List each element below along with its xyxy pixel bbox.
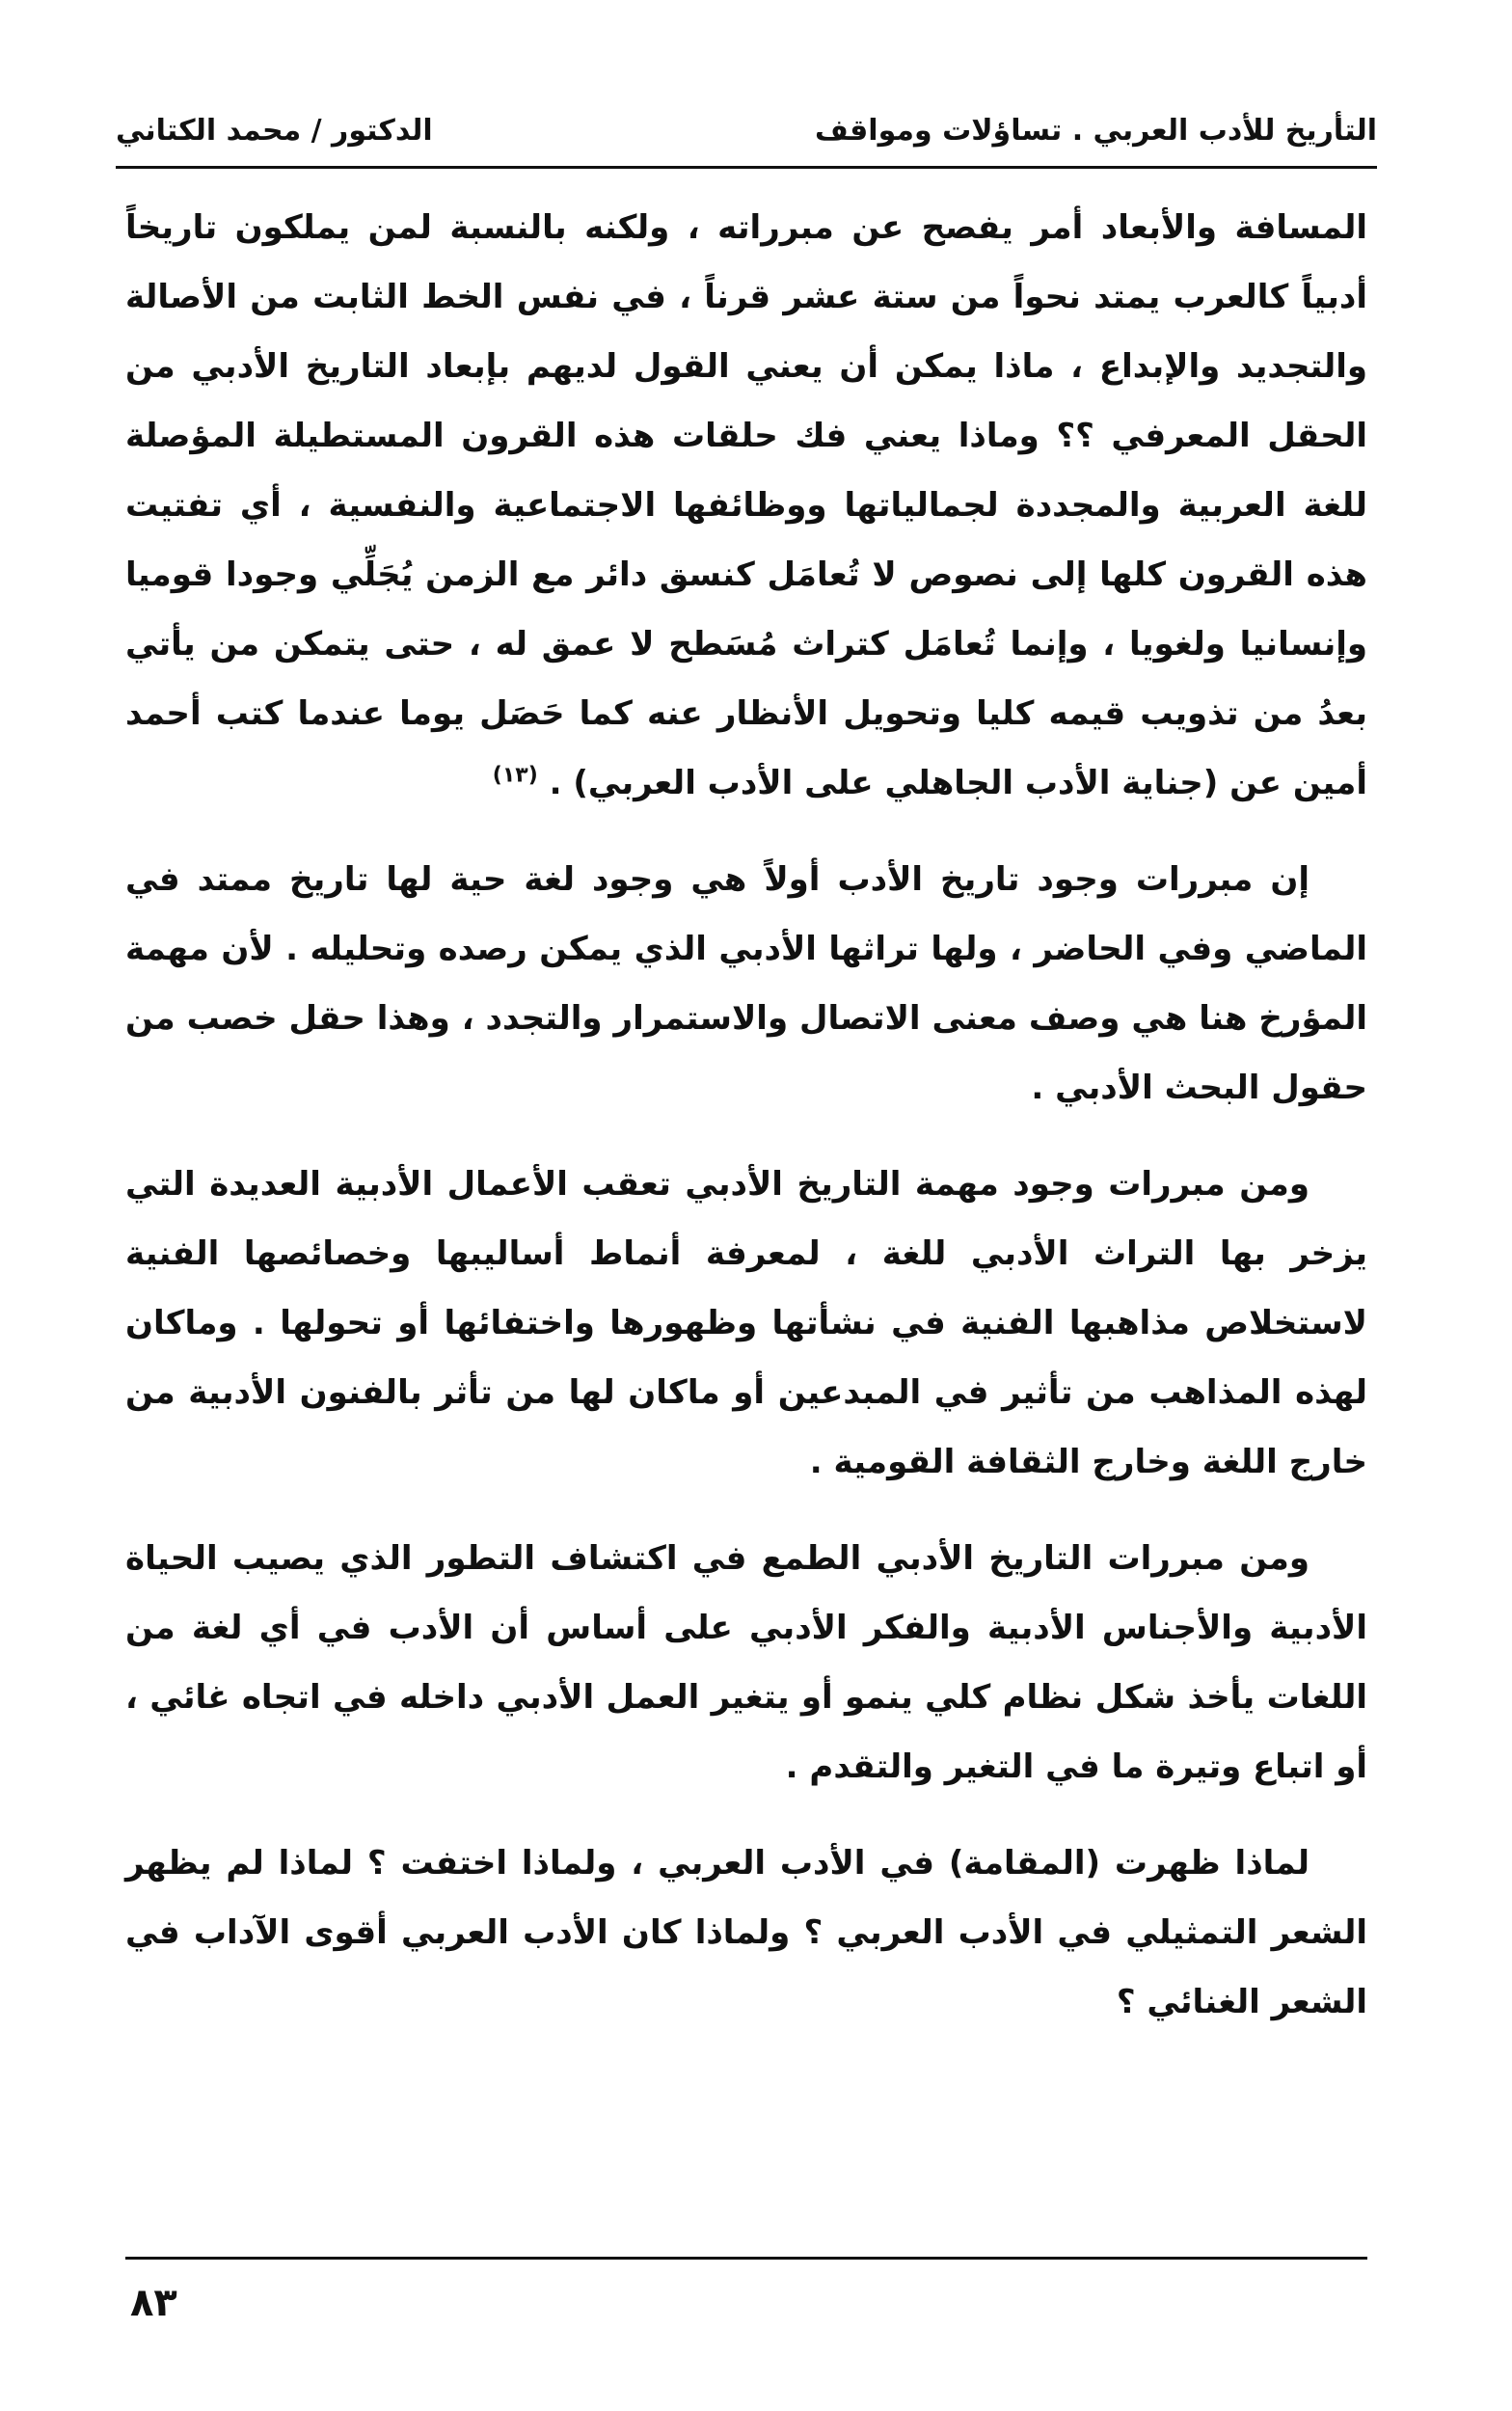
paragraph-5: لماذا ظهرت (المقامة) في الأدب العربي ، ولماذا اختفت ؟ لماذا لم يظهر الشعر التمثيلي في الأدب العربي ؟ ولماذا كان الأدب العربي أقوى الآداب في الشعر الغنائي ؟ — [125, 1844, 1367, 2021]
paragraph-4: ومن مبررات التاريخ الأدبي الطمع في اكتشاف التطور الذي يصيب الحياة الأدبية والأجناس الأدبية والفكر الأدبي على أساس أن الأدب في أي لغة من اللغات يأخذ شكل نظام كلي ينمو أو يتغير العمل الأدبي داخله في اتجاه غائي ، أو اتباع وتيرة ما في التغير والتقدم . — [125, 1539, 1367, 1786]
header-book-title: التأريخ للأدب العربي . تساؤلات ومواقف — [814, 113, 1377, 148]
footer-divider — [125, 2257, 1367, 2260]
page-number: ٨٣ — [130, 2281, 177, 2325]
paragraph-3: ومن مبررات وجود مهمة التاريخ الأدبي تعقب الأعمال الأدبية العديدة التي يزخر بها التراث الأدبي للغة ، لمعرفة أنماط أساليبها وخصائصها الفنية لاستخلاص مذاهبها الفنية في نشأتها وظهورها واختفائها أو تحولها . وماكان لهذه المذاهب من تأثير في المبدعين أو ماكان لها من تأثر بالفنون الأدبية من خارج اللغة وخارج الثقافة القومية . — [125, 1165, 1367, 1481]
running-header — [116, 101, 1377, 159]
page-body — [125, 193, 1367, 2064]
paragraph-1-text: المسافة والأبعاد أمر يفصح عن مبرراته ، ولكنه بالنسبة لمن يملكون تاريخاً أدبياً كالعرب يمتد نحواً من ستة عشر قرناً ، في نفس الخط الثابت من الأصالة والتجديد والإبداع ، ماذا يمكن أن يعني القول لديهم بإبعاد التاريخ الأدبي من الحقل المعرفي ؟؟ وماذا يعني فك حلقات هذه القرون المستطيلة المؤصلة للغة العربية والمجددة لجمالياتها ووظائفها الاجتماعية والنفسية ، أي تفتيت هذه القرون كلها إلى نصوص لا تُعامَل كنسق دائر مع الزمن يُجَلِّي وجودا قوميا وإنسانيا ولغويا ، وإنما تُعامَل كتراث مُسَطح لا عمق له ، حتى يتمكن من يأتي بعدُ من تذويب قيمه كليا وتحويل الأنظار عنه كما حَصَل يوما عندما كتب أحمد أمين عن (جناية الأدب الجاهلي على الأدب العربي) . — [125, 208, 1367, 802]
paragraph-1 — [125, 193, 1367, 818]
paragraph-2: إن مبررات وجود تاريخ الأدب أولاً هي وجود لغة حية لها تاريخ ممتد في الماضي وفي الحاضر ، ولها تراثها الأدبي الذي يمكن رصده وتحليله . لأن مهمة المؤرخ هنا هي وصف معنى الاتصال والاستمرار والتجدد ، وهذا حقل خصب من حقول البحث الأدبي . — [125, 860, 1367, 1107]
footnote-reference: (١٣) — [492, 763, 538, 788]
header-divider — [116, 166, 1377, 169]
header-author: الدكتور / محمد الكتاني — [116, 113, 433, 148]
